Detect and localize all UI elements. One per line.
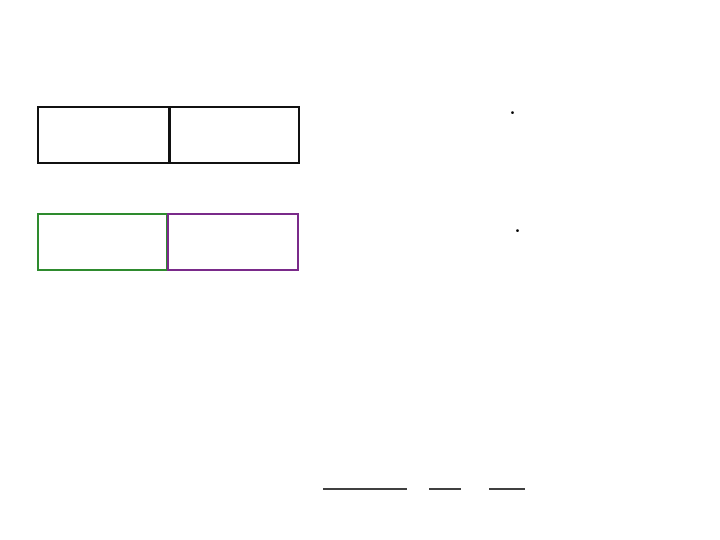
- metal-box-me2: [167, 213, 299, 271]
- different-metals-description: [315, 212, 720, 239]
- diff-line-3: .: [515, 217, 520, 236]
- same-metals-description: [305, 94, 720, 121]
- metal-box-me-right: [169, 106, 300, 164]
- contact-potential-formula: [195, 452, 535, 532]
- metal-box-me1: [37, 213, 168, 271]
- metal-box-me-left: [37, 106, 170, 164]
- same-line-4: .: [510, 99, 515, 118]
